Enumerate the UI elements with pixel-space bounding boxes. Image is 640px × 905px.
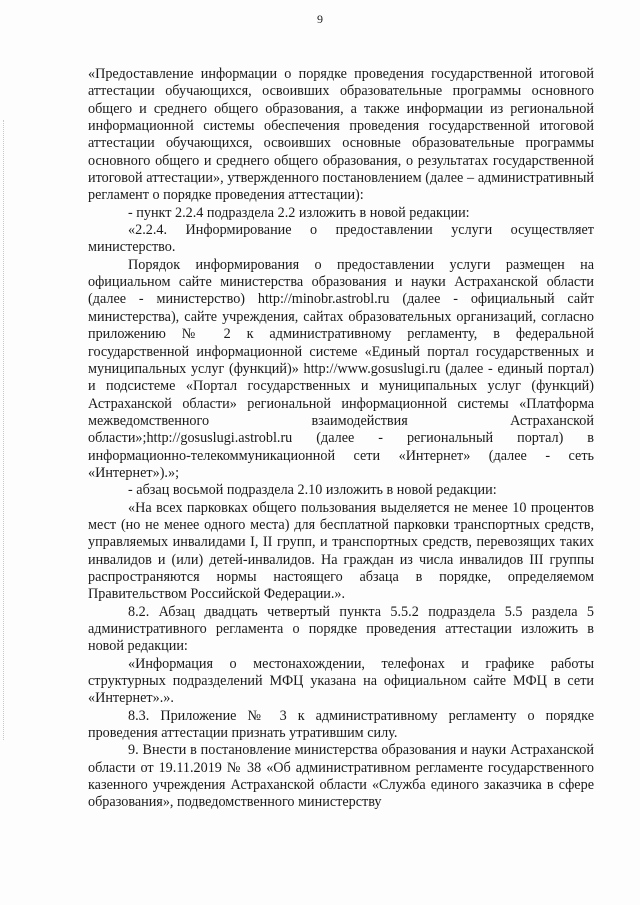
paragraph-parking-provision: «На всех парковках общего пользования выделяется не менее 10 процентов мест (но не менее одного места) для бесплатной парковки транспортных средств, управляемых инвалидами I, II групп, и транспортных средств, перевозящих таких инвалидов и (или) детей-инвалидов. На граждан из числа инвалидов III группы распространяются нормы настоящего абзаца в порядке, определяемом Правительством Российской Федерации.». xyxy=(88,499,594,603)
paragraph-item-8-3: 8.3. Приложение № 3 к административному регламенту о порядке проведения аттестации признать утратившим силу. xyxy=(88,707,594,742)
paragraph-item-9: 9. Внести в постановление министерства образования и науки Астраханской области от 19.11.2019 № 38 «Об административном регламенте государственного казенного учреждения Астраханской области «Служба единого заказчика в сфере образования», подведомственного министерству xyxy=(88,742,594,811)
document-body xyxy=(88,66,594,812)
paragraph-mfc-information: «Информация о местонахождении, телефонах и графике работы структурных подразделений МФЦ указана на официальном сайте МФЦ в сети «Интернет».». xyxy=(88,655,594,707)
paragraph-item-8-2: 8.2. Абзац двадцать четвертый пункта 5.5.2 подраздела 5.5 раздела 5 административного регламента о порядке проведения аттестации изложить в новой редакции: xyxy=(88,603,594,655)
paragraph-item-2-2-4-instruction: - пункт 2.2.4 подраздела 2.2 изложить в новой редакции: xyxy=(128,204,470,221)
paragraph-subsection-2-10-instruction: - абзац восьмой подраздела 2.10 изложить в новой редакции: xyxy=(128,482,497,499)
paragraph-information-procedure: Порядок информирования о предоставлении услуги размещен на официальном сайте министерства образования и науки Астраханской области (далее - министерство) http://minobr.astrobl.ru (далее - официальный сайт министерства), сайте учреждения, сайтах образовательных организаций, согласно приложению № 2 к административному регламенту, в федеральной государственной информационной системе «Единый портал государственных и муниципальных услуг (функций)» http://www.gosuslugi.ru (далее - единый портал) и подсистеме «Портал государственных и муниципальных услуг (функций) Астраханской области» региональной информационной системы «Платформа межведомственного взаимодействия Астраханской области»;http://gosuslugi.astrobl.ru (далее - региональный портал) в информационно-телекоммуникационной сети «Интернет» (далее - сеть «Интернет»).»; xyxy=(88,256,594,481)
scan-binding-edge xyxy=(3,120,5,740)
paragraph-regulation-title: «Предоставление информации о порядке проведения государственной итоговой аттестации обучающихся, освоивших образовательные программы основного общего и среднего общего образования, а также информации из региональной информационной системы обеспечения проведения государственной итоговой аттестации обучающихся, освоивших основные образовательные программы основного общего и среднего общего образования, о результатах государственной итоговой аттестации», утвержденного постановлением (далее – административный регламент о порядке проведения аттестации): xyxy=(88,66,594,204)
page-number: 9 xyxy=(317,12,323,26)
paragraph-item-2-2-4-text: «2.2.4. Информирование о предоставлении услуги осуществляет министерство. xyxy=(88,222,594,256)
